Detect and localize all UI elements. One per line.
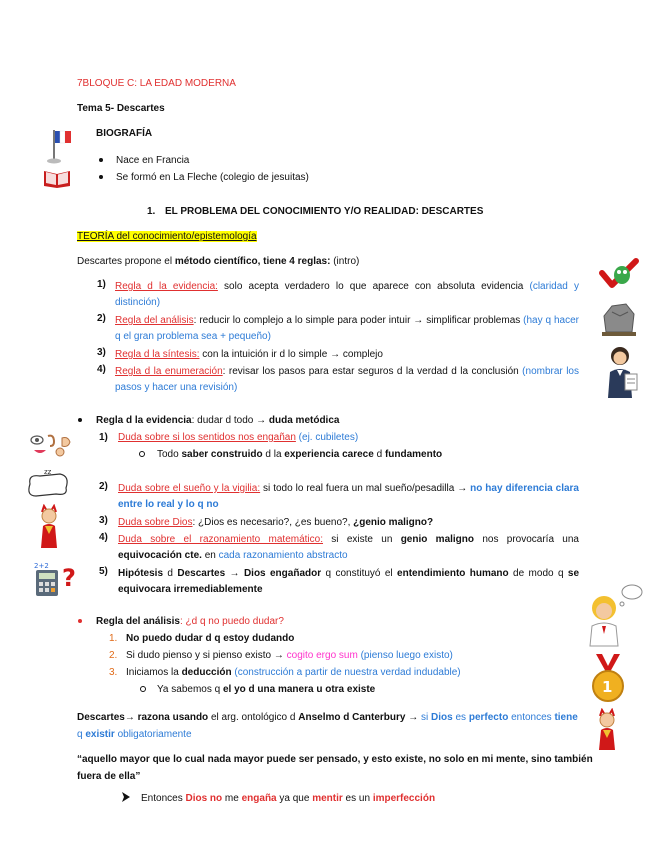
duda-item: 2) Duda sobre el sueño y la vigilia: si todo lo real fuera un mal sueño/pesadilla → no hay diferencia clara entre lo real y lo q no [99, 481, 579, 510]
duda-item: 1) [99, 432, 108, 443]
duda-item: 4) Duda sobre el razonamiento matemático: si existe un genio maligno nos provocaría una equivocación cte. en cada razonamiento abstracto [99, 532, 579, 561]
evidencia-heading: Regla d la evidencia: dudar d todo → duda metódica [96, 415, 340, 426]
stone-block-icon [600, 298, 638, 338]
section-title: EL PROBLEMA DEL CONOCIMIENTO Y/O REALIDAD: DESCARTES [165, 206, 484, 217]
duda-item: 5) Hipótesis d Descartes → Dios engañador q constituyó el entendimiento humano de modo q se equivocara irremediablemente [99, 566, 580, 595]
devil-figure-icon [36, 504, 62, 550]
analisis-item-text: Iniciamos la deducción (construcción a partir de nuestra verdad indudable) [126, 667, 461, 678]
sub-item-text: Ya sabemos q el yo d una manera u otra existe [157, 684, 376, 695]
checkmark-mascot-icon [598, 255, 640, 293]
teoria-heading: TEORÍA del conocimiento/epistemología [77, 231, 257, 242]
duda-item: 3) Duda sobre Dios: ¿Dios es necesario?, ¿es bueno?, ¿genio maligno? [99, 515, 434, 528]
arrow-bullet [122, 792, 130, 807]
anselmo-paragraph: Descartes→ razona usando el arg. ontológico d Anselmo d Canterbury → si Dios es perfecto entonces tiene q existir obligatoriamente [77, 712, 578, 740]
analisis-heading: Regla del análisis: ¿d q no puedo dudar? [96, 616, 284, 627]
bloque-title: 7BLOQUE C: LA EDAD MODERNA [77, 78, 236, 89]
bio-item [99, 154, 103, 168]
intro-line: Descartes propone el método científico, tiene 4 reglas: (intro) [77, 256, 360, 267]
senses-icon [28, 432, 76, 458]
analisis-num: 1. [109, 633, 118, 644]
rule-item: 3) Regla d la síntesis: con la intuición ir d lo simple → complejo [97, 347, 383, 360]
sub-bullet [139, 448, 145, 462]
devil-figure-icon [594, 708, 620, 752]
analisis-num: 2. [109, 650, 118, 661]
gold-medal-icon [588, 652, 628, 704]
sub-item-text: Todo saber construido d la experiencia carece d fundamento [157, 449, 443, 460]
bio-item-text: Nace en Francia [116, 155, 190, 166]
bio-item-text: Se formó en La Fleche (colegio de jesuitas) [116, 172, 309, 183]
analisis-item-text: No puedo dudar d q estoy dudando [126, 633, 295, 644]
businesswoman-clipboard-icon [604, 344, 640, 400]
thinking-person-icon [584, 582, 644, 648]
duda-item-text: Duda sobre si los sentidos nos engañan (ej. cubiletes) [118, 432, 359, 443]
rule-item: 4) Regla d la enumeración: revisar los pasos para estar seguros d la verdad d la conclusión (nombrar los pasos y hacer una revisión) [97, 364, 579, 393]
bio-item [99, 171, 103, 185]
analisis-num: 3. [109, 667, 118, 678]
svg-text:zz: zz [44, 468, 52, 476]
france-flag-icon [44, 127, 74, 165]
anselmo-quote: “aquello mayor que lo cual nada mayor puede ser pensado, y esto existe, no solo en mi mente, sino también fuera de ella” [77, 754, 593, 782]
rule-item: 2) Regla del análisis: reducir lo complejo a lo simple para poder intuir → simplificar problemas (hay q hacer q el gran problema sea + pequeño) [97, 313, 579, 342]
sub-bullet [140, 683, 146, 697]
conclusion-line: Entonces Dios no me engaña ya que mentir es un imperfección [141, 793, 436, 804]
svg-text:1: 1 [602, 678, 613, 696]
section-number: 1. [147, 206, 156, 217]
tema-title: Tema 5- Descartes [77, 103, 165, 114]
svg-text:?: ? [62, 564, 76, 592]
bio-title: BIOGRAFÍA [96, 128, 153, 139]
bullet [78, 615, 82, 629]
bullet [78, 414, 82, 428]
calculator-question-icon [32, 560, 78, 598]
sleeping-pillow-icon [26, 466, 70, 500]
red-book-icon [42, 167, 72, 189]
svg-text:2+2: 2+2 [34, 562, 49, 570]
rule-item: 1) Regla d la evidencia: solo acepta verdadero lo que aparece con absoluta evidencia (claridad y distinción) [97, 279, 579, 308]
analisis-item-text: Si dudo pienso y si pienso existo → cogito ergo sum (pienso luego existo) [126, 650, 453, 661]
